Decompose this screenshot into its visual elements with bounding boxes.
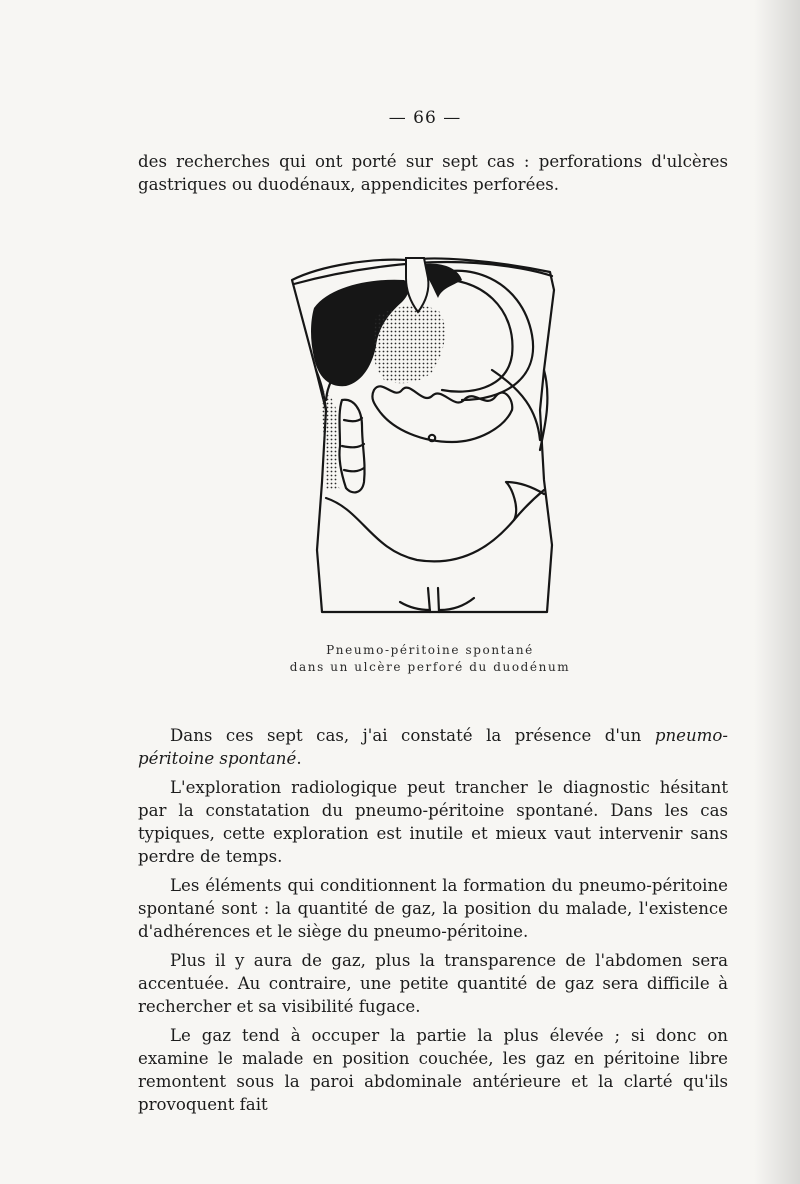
paragraph-intro: des recherches qui ont porté sur sept cas : perforations d'ulcères gastriques ou duodénaux, appendicites perforées. (138, 152, 728, 194)
stippled-gas (373, 305, 445, 383)
transverse-colon (372, 386, 512, 442)
paragraph-5: Le gaz tend à occuper la partie la plus élevée ; si donc on examine le malade en position couchée, les gaz en péritoine libre remontent sous la paroi abdominale antérieure et la clarté qu'ils provoquent fait (138, 1026, 728, 1114)
pelvic-curve (326, 490, 544, 561)
sternum-gas (424, 264, 462, 298)
umbilicus (429, 435, 435, 441)
groin-mark-left (428, 588, 430, 612)
paragraph-1-start: Dans ces sept cas, j'ai constaté la présence d'un (170, 726, 655, 745)
caption-line-1: Pneumo-péritoine spontané (326, 643, 534, 657)
paragraph-1-emphasis: pneumo-péritoine spontané (138, 726, 728, 768)
paragraph-3: Les éléments qui conditionnent la formation du pneumo-péritoine spontané sont : la quantité de gaz, la position du malade, l'existence d'adhérences et le siège du pneumo-péritoine. (138, 876, 728, 941)
body-text (138, 724, 728, 1116)
abdomen-diagram (282, 250, 562, 622)
intro-text (138, 150, 728, 196)
paragraph-1 (138, 724, 728, 770)
paragraph-1-end: . (296, 749, 302, 768)
caption-line-2: dans un ulcère perforé du duodénum (289, 660, 571, 674)
page-edge-shadow (754, 0, 800, 1184)
paragraph-2: L'exploration radiologique peut trancher le diagnostic hésitant par la constatation du pneumo-péritoine spontané. Dans les cas typiques, cette exploration est inutile et mieux vaut intervenir sans perdre de temps. (138, 778, 728, 866)
figure-caption (250, 642, 610, 676)
sternum (406, 258, 428, 312)
paragraph-4: Plus il y aura de gaz, plus la transparence de l'abdomen sera accentuée. Au contraire, une petite quantité de gaz sera difficile à rechercher et sa visibilité fugace. (138, 951, 728, 1016)
page-number: — 66 — (388, 108, 462, 128)
groin-mark-right (438, 588, 439, 612)
